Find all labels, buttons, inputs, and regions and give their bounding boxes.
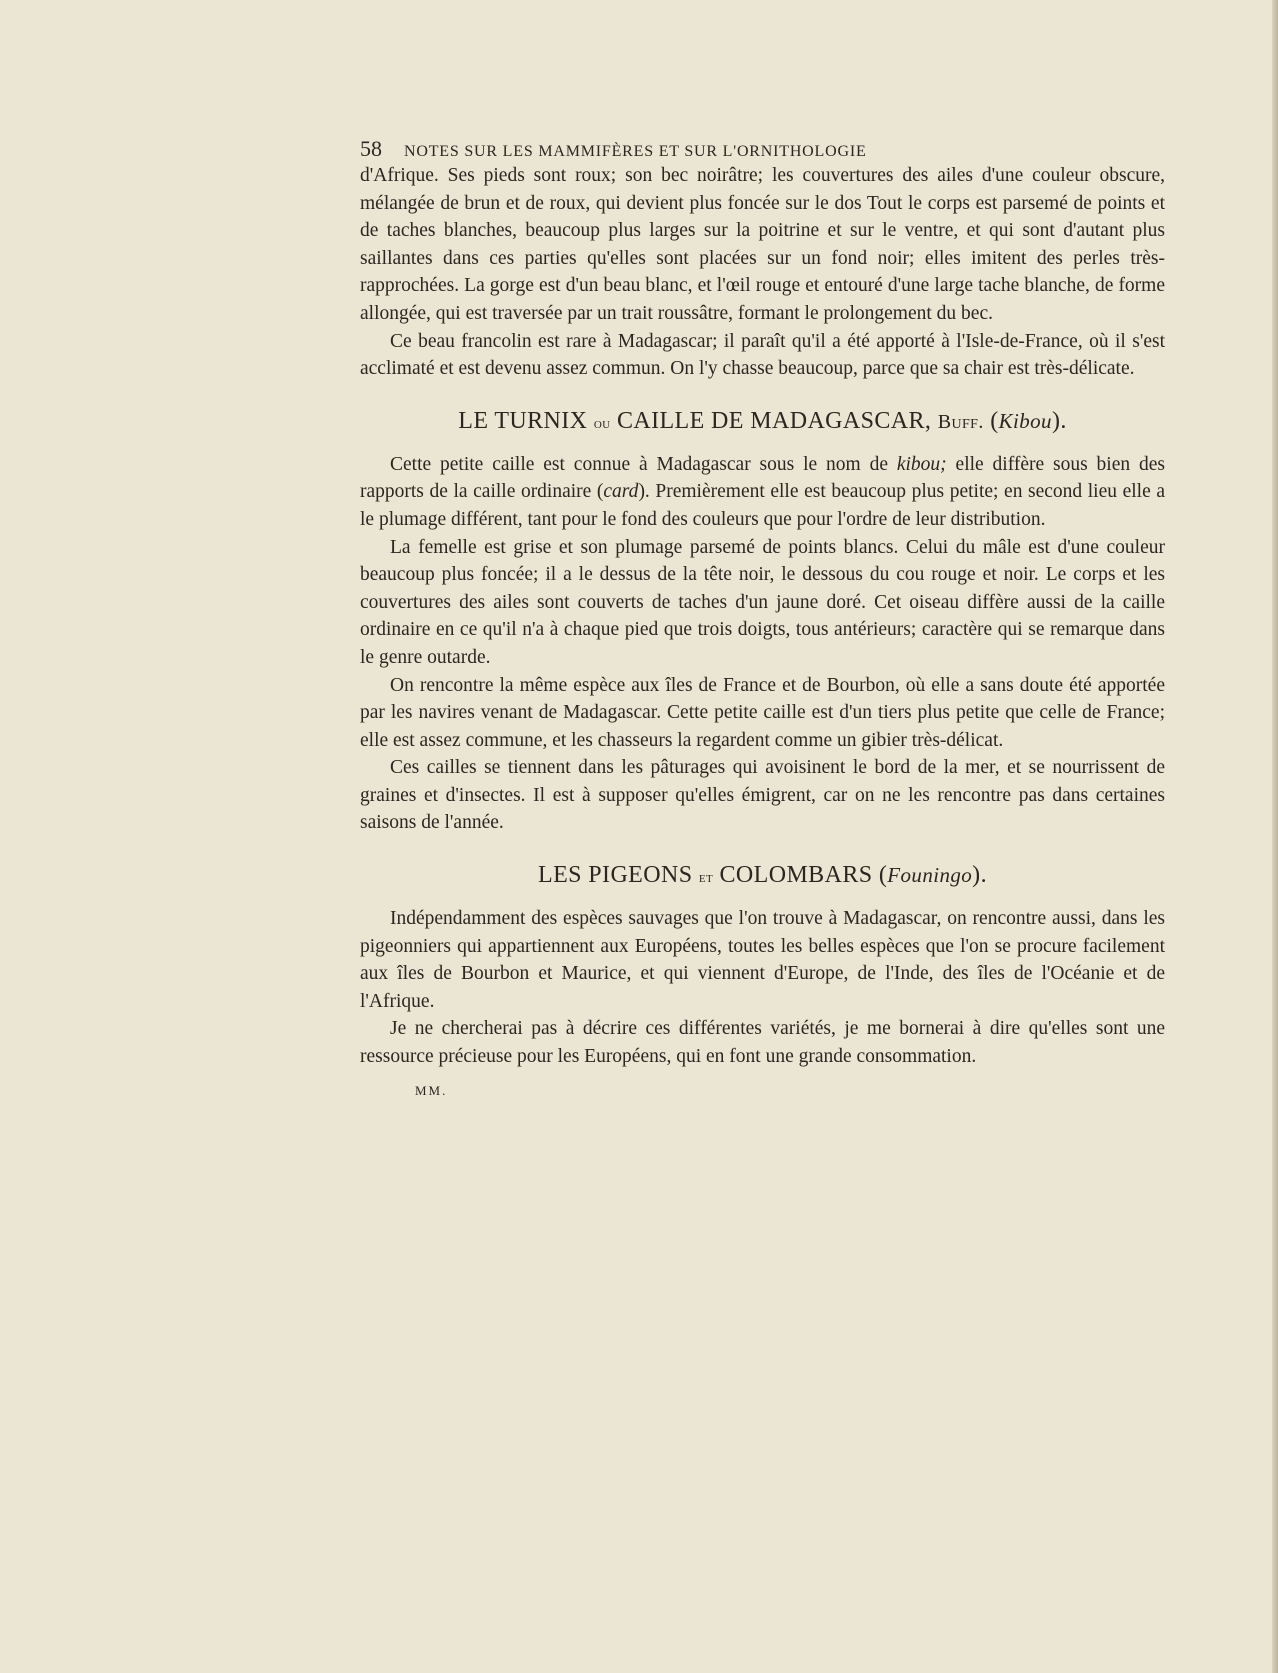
heading-turnix-author: Buff. bbox=[937, 410, 984, 433]
paragraph-francolin-range: Ce beau francolin est rare à Madagascar; il paraît qu'il a été apporté à l'Isle-de-France, où il s'est acclimaté et est devenu assez commun. On l'y chasse beaucoup, parce que sa chair est très-délicate. bbox=[360, 330, 1165, 380]
running-head bbox=[360, 136, 1165, 162]
running-title: NOTES SUR LES MAMMIFÈRES ET SUR L'ORNITHOLOGIE bbox=[404, 143, 867, 160]
term-kibou: kibou; bbox=[896, 453, 947, 475]
page-edge bbox=[1272, 0, 1278, 1673]
heading-pigeons-part-b: COLOMBARS bbox=[719, 862, 873, 889]
page bbox=[360, 136, 1165, 1099]
heading-pigeons-et: et bbox=[698, 869, 714, 887]
heading-turnix-part-b: CAILLE DE MADAGASCAR, bbox=[616, 407, 932, 434]
signature-mark: MM. bbox=[415, 1082, 448, 1098]
paragraph-pigeons-conclusion: Je ne chercherai pas à décrire ces différentes variétés, je me bornerai à dire qu'elles sont une ressource précieuse pour les Européens, qui en font une grande consommation. bbox=[360, 1018, 1165, 1068]
paragraph-turnix-intro: Cette petite caille est connue à Madagascar sous le nom de kibou; elle diffère sous bien des rapports de la caille ordinaire (card). Premièrement elle est beaucoup plus petite; en second lieu elle a le plumage différent, tant pour le fond des couleurs que pour l'ordre de leur distribution. bbox=[360, 453, 1165, 530]
paragraph-francolin-description: d'Afrique. Ses pieds sont roux; son bec noirâtre; les couvertures des ailes d'une couleur obscure, mélangée de brun et de roux, qui devient plus foncée sur le dos Tout le corps est parsemé de points et de taches blanches, beaucoup plus larges sur la poitrine et sur le ventre, et qui sont d'autant plus saillantes dans ces parties qu'elles sont placées sur un fond noir; elles imitent des perles très-rapprochées. La gorge est d'un beau blanc, et l'œil rouge et entouré d'une large tache blanche, de forme allongée, qui est traversée par un trait roussâtre, formant le prolongement du bec. bbox=[360, 165, 1165, 324]
heading-pigeons-local-name: Founingo bbox=[887, 863, 973, 888]
heading-turnix-ou: ou bbox=[593, 414, 611, 432]
paragraph-pigeons-intro: Indépendamment des espèces sauvages que l'on trouve à Madagascar, on rencontre aussi, dans les pigeonniers qui appartiennent aux Européens, toutes les belles espèces que l'on se procure facilement aux îles de Bourbon et Maurice, et qui viennent d'Europe, de l'Inde, des îles de l'Océanie et de l'Afrique. bbox=[360, 908, 1165, 1012]
paragraph-turnix-range: On rencontre la même espèce aux îles de France et de Bourbon, où elle a sans doute été apportée par les navires venant de Madagascar. Cette petite caille est d'un tiers plus petite que celle de France; elle est assez commune, et les chasseurs la regardent comme un gibier très-délicat. bbox=[360, 674, 1165, 751]
heading-turnix-local-name: Kibou bbox=[998, 408, 1052, 433]
section-heading-pigeons: LES PIGEONS et COLOMBARS (Founingo). bbox=[538, 862, 987, 889]
section-heading-turnix: LE TURNIX ou CAILLE DE MADAGASCAR, Buff. (Kibou). bbox=[458, 407, 1067, 434]
page-number: 58 bbox=[360, 136, 382, 161]
heading-pigeons-part-a: LES PIGEONS bbox=[538, 862, 693, 889]
paragraph-turnix-plumage: La femelle est grise et son plumage parsemé de points blancs. Celui du mâle est d'une couleur beaucoup plus foncée; il a le dessus de la tête noir, le dessous du cou rouge et noir. Le corps et les couvertures des ailes sont couverts de taches d'un jaune doré. Cet oiseau diffère aussi de la caille ordinaire en ce qu'il n'a à chaque pied que trois doigts, tous antérieurs; caractère qui se remarque dans le genre outarde. bbox=[360, 536, 1165, 668]
heading-turnix-part-a: LE TURNIX bbox=[458, 407, 588, 434]
term-card: card bbox=[603, 481, 639, 503]
paragraph-turnix-habitat: Ces cailles se tiennent dans les pâturages qui avoisinent le bord de la mer, et se nourrissent de graines et d'insectes. Il est à supposer qu'elles émigrent, car on ne les rencontre pas dans certaines saisons de l'année. bbox=[360, 757, 1165, 834]
